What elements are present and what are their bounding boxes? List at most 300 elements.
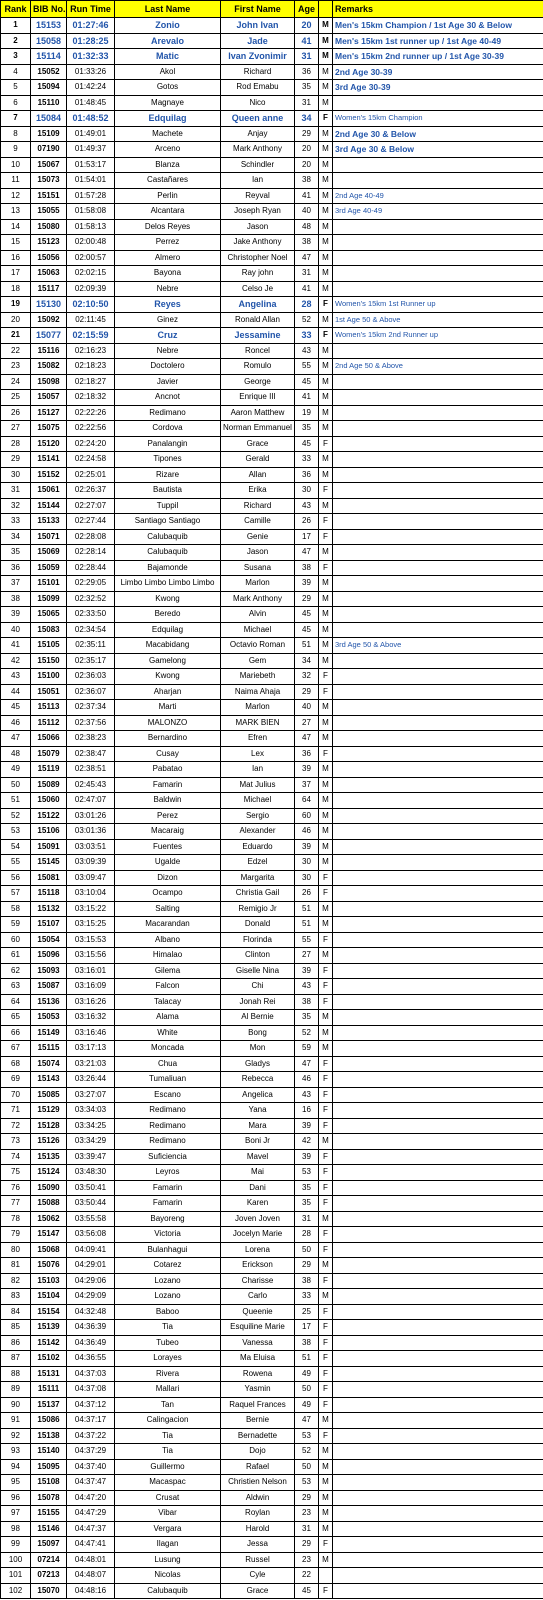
age-cell: 52 <box>295 1025 319 1041</box>
age-cell: 33 <box>295 1289 319 1305</box>
run-time-cell: 03:26:44 <box>67 1072 115 1088</box>
run-time-cell: 02:36:03 <box>67 669 115 685</box>
run-time-cell: 02:22:26 <box>67 405 115 421</box>
table-row <box>1 467 543 483</box>
gender-cell: F <box>319 1165 333 1181</box>
first-name-cell: Marlon <box>221 576 295 592</box>
run-time-cell: 02:28:08 <box>67 529 115 545</box>
first-name-cell: Mat Julius <box>221 777 295 793</box>
rank-cell: 85 <box>1 1320 31 1336</box>
first-name-header: First Name <box>221 1 295 18</box>
first-name-cell: Dani <box>221 1180 295 1196</box>
run-time-cell: 03:27:07 <box>67 1087 115 1103</box>
remarks-cell <box>333 1490 543 1506</box>
bib-cell: 15137 <box>31 1397 67 1413</box>
age-cell: 60 <box>295 808 319 824</box>
bib-cell: 15073 <box>31 173 67 189</box>
run-time-cell: 04:48:16 <box>67 1583 115 1599</box>
rank-cell: 49 <box>1 762 31 778</box>
first-name-cell: Marlon <box>221 700 295 716</box>
remarks-cell: Women's 15km 2nd Runner up <box>333 328 543 344</box>
age-cell: 39 <box>295 839 319 855</box>
age-cell: 43 <box>295 1087 319 1103</box>
first-name-cell: Genie <box>221 529 295 545</box>
last-name-cell: Cotarez <box>115 1258 221 1274</box>
bib-cell: 15147 <box>31 1227 67 1243</box>
table-row <box>1 1289 543 1305</box>
run-time-cell: 02:28:44 <box>67 560 115 576</box>
first-name-cell: Grace <box>221 436 295 452</box>
rank-cell: 62 <box>1 963 31 979</box>
first-name-cell: George <box>221 374 295 390</box>
last-name-cell: Alcantara <box>115 204 221 220</box>
age-cell: 43 <box>295 979 319 995</box>
first-name-cell: Michael <box>221 793 295 809</box>
run-time-cell: 02:33:50 <box>67 607 115 623</box>
age-cell: 38 <box>295 560 319 576</box>
rank-cell: 4 <box>1 64 31 80</box>
first-name-cell: Jonah Rei <box>221 994 295 1010</box>
last-name-cell: Tubeo <box>115 1335 221 1351</box>
table-row <box>1 1552 543 1568</box>
first-name-cell: Mon <box>221 1041 295 1057</box>
last-name-cell: Edquilag <box>115 111 221 127</box>
rank-cell: 74 <box>1 1149 31 1165</box>
age-cell: 47 <box>295 545 319 561</box>
remarks-cell: Men's 15km 1st runner up / 1st Age 40-49 <box>333 33 543 49</box>
remarks-cell <box>333 808 543 824</box>
table-row <box>1 1366 543 1382</box>
remarks-cell: 3rd Age 30-39 <box>333 80 543 96</box>
gender-cell: M <box>319 1289 333 1305</box>
age-cell: 39 <box>295 576 319 592</box>
age-header: Age <box>295 1 319 18</box>
remarks-cell <box>333 343 543 359</box>
last-name-cell: Macaraig <box>115 824 221 840</box>
run-time-cell: 04:36:39 <box>67 1320 115 1336</box>
bib-cell: 15051 <box>31 684 67 700</box>
last-name-cell: Tipones <box>115 452 221 468</box>
remarks-cell <box>333 1258 543 1274</box>
remarks-cell <box>333 793 543 809</box>
gender-cell: F <box>319 1428 333 1444</box>
age-cell: 31 <box>295 49 319 65</box>
rank-cell: 20 <box>1 312 31 328</box>
gender-cell: F <box>319 1273 333 1289</box>
remarks-cell <box>333 436 543 452</box>
table-row <box>1 126 543 142</box>
last-name-cell: Limbo Limbo Limbo Limbo <box>115 576 221 592</box>
last-name-cell: Tuppil <box>115 498 221 514</box>
first-name-cell: Mara <box>221 1118 295 1134</box>
gender-cell: F <box>319 1351 333 1367</box>
run-time-cell: 02:11:45 <box>67 312 115 328</box>
first-name-cell: Edzel <box>221 855 295 871</box>
remarks-cell <box>333 1227 543 1243</box>
first-name-cell: Vanessa <box>221 1335 295 1351</box>
remarks-cell <box>333 1459 543 1475</box>
remarks-cell: Women's 15km 1st Runner up <box>333 297 543 313</box>
run-time-cell: 01:42:24 <box>67 80 115 96</box>
first-name-cell: Aldwin <box>221 1490 295 1506</box>
rank-cell: 37 <box>1 576 31 592</box>
remarks-cell <box>333 250 543 266</box>
table-row <box>1 1211 543 1227</box>
last-name-cell: Vibar <box>115 1506 221 1522</box>
first-name-cell: Charisse <box>221 1273 295 1289</box>
age-cell: 29 <box>295 1258 319 1274</box>
bib-cell: 15144 <box>31 498 67 514</box>
rank-cell: 52 <box>1 808 31 824</box>
last-name-cell: Lorayes <box>115 1351 221 1367</box>
table-row <box>1 1072 543 1088</box>
run-time-cell: 03:21:03 <box>67 1056 115 1072</box>
table-row <box>1 638 543 654</box>
rank-cell: 102 <box>1 1583 31 1599</box>
table-row <box>1 948 543 964</box>
age-cell: 39 <box>295 1118 319 1134</box>
last-name-cell: Baboo <box>115 1304 221 1320</box>
gender-cell: F <box>319 669 333 685</box>
rank-cell: 57 <box>1 886 31 902</box>
last-name-cell: Macarandan <box>115 917 221 933</box>
rank-cell: 1 <box>1 18 31 34</box>
run-time-cell: 03:01:26 <box>67 808 115 824</box>
remarks-cell <box>333 963 543 979</box>
remarks-cell <box>333 560 543 576</box>
remarks-cell <box>333 917 543 933</box>
age-cell: 46 <box>295 824 319 840</box>
age-cell: 29 <box>295 684 319 700</box>
rank-cell: 39 <box>1 607 31 623</box>
age-cell: 29 <box>295 1490 319 1506</box>
remarks-cell <box>333 1056 543 1072</box>
remarks-cell <box>333 235 543 251</box>
rank-cell: 48 <box>1 746 31 762</box>
last-name-cell: Bajamonde <box>115 560 221 576</box>
run-time-cell: 02:34:54 <box>67 622 115 638</box>
last-name-cell: Magnaye <box>115 95 221 111</box>
table-row <box>1 793 543 809</box>
remarks-cell <box>333 173 543 189</box>
last-name-cell: Redimano <box>115 1118 221 1134</box>
last-name-cell: Javier <box>115 374 221 390</box>
age-cell: 29 <box>295 591 319 607</box>
first-name-cell: Richard <box>221 64 295 80</box>
table-row <box>1 963 543 979</box>
bib-cell: 15110 <box>31 95 67 111</box>
bib-cell: 15080 <box>31 219 67 235</box>
rank-cell: 63 <box>1 979 31 995</box>
table-row <box>1 839 543 855</box>
age-cell: 29 <box>295 126 319 142</box>
rank-cell: 36 <box>1 560 31 576</box>
rank-cell: 73 <box>1 1134 31 1150</box>
last-name-cell: Kwong <box>115 591 221 607</box>
last-name-cell: Arevalo <box>115 33 221 49</box>
remarks-cell <box>333 405 543 421</box>
remarks-cell <box>333 281 543 297</box>
gender-cell: M <box>319 1459 333 1475</box>
rank-cell: 27 <box>1 421 31 437</box>
first-name-cell: Queenie <box>221 1304 295 1320</box>
first-name-cell: Gem <box>221 653 295 669</box>
gender-cell: M <box>319 777 333 793</box>
table-row <box>1 808 543 824</box>
first-name-cell: Mavel <box>221 1149 295 1165</box>
age-cell: 33 <box>295 328 319 344</box>
gender-cell: M <box>319 188 333 204</box>
run-time-cell: 02:26:37 <box>67 483 115 499</box>
gender-cell: M <box>319 901 333 917</box>
remarks-cell: Men's 15km Champion / 1st Age 30 & Below <box>333 18 543 34</box>
last-name-cell: Mallari <box>115 1382 221 1398</box>
rank-cell: 87 <box>1 1351 31 1367</box>
remarks-cell <box>333 870 543 886</box>
remarks-cell <box>333 1382 543 1398</box>
gender-cell: M <box>319 126 333 142</box>
run-time-cell: 02:27:07 <box>67 498 115 514</box>
first-name-cell: Jade <box>221 33 295 49</box>
rank-cell: 93 <box>1 1444 31 1460</box>
run-time-cell: 01:32:33 <box>67 49 115 65</box>
run-time-cell: 04:29:01 <box>67 1258 115 1274</box>
bib-cell: 15140 <box>31 1444 67 1460</box>
table-row <box>1 297 543 313</box>
gender-cell: F <box>319 111 333 127</box>
bib-cell: 15090 <box>31 1180 67 1196</box>
table-row <box>1 405 543 421</box>
first-name-cell: Susana <box>221 560 295 576</box>
rank-cell: 31 <box>1 483 31 499</box>
first-name-cell: Dojo <box>221 1444 295 1460</box>
first-name-cell: Ian <box>221 173 295 189</box>
gender-cell: F <box>319 886 333 902</box>
last-name-cell: Akol <box>115 64 221 80</box>
run-time-cell: 03:56:08 <box>67 1227 115 1243</box>
remarks-cell <box>333 979 543 995</box>
first-name-cell: Mai <box>221 1165 295 1181</box>
last-name-cell: Castañares <box>115 173 221 189</box>
first-name-cell: Remigio Jr <box>221 901 295 917</box>
last-name-cell: Tia <box>115 1428 221 1444</box>
last-name-cell: Bulanhagui <box>115 1242 221 1258</box>
last-name-cell: Beredo <box>115 607 221 623</box>
first-name-cell: Bernadette <box>221 1428 295 1444</box>
table-row <box>1 421 543 437</box>
table-row <box>1 18 543 34</box>
last-name-cell: Bayoreng <box>115 1211 221 1227</box>
bib-cell: 15153 <box>31 18 67 34</box>
first-name-cell: Harold <box>221 1521 295 1537</box>
bib-cell: 15150 <box>31 653 67 669</box>
rank-cell: 9 <box>1 142 31 158</box>
table-row <box>1 204 543 220</box>
first-name-cell: Richard <box>221 498 295 514</box>
age-cell: 35 <box>295 80 319 96</box>
remarks-cell <box>333 1149 543 1165</box>
gender-cell: M <box>319 1413 333 1429</box>
first-name-cell: John Ivan <box>221 18 295 34</box>
rank-cell: 2 <box>1 33 31 49</box>
first-name-cell: Alexander <box>221 824 295 840</box>
first-name-cell: Octavio Roman <box>221 638 295 654</box>
table-row <box>1 235 543 251</box>
rank-cell: 56 <box>1 870 31 886</box>
remarks-cell <box>333 700 543 716</box>
first-name-cell: Eduardo <box>221 839 295 855</box>
remarks-cell <box>333 467 543 483</box>
gender-cell: F <box>319 436 333 452</box>
bib-cell: 15079 <box>31 746 67 762</box>
first-name-cell: Karen <box>221 1196 295 1212</box>
age-cell: 17 <box>295 1320 319 1336</box>
first-name-cell: Jessa <box>221 1537 295 1553</box>
rank-cell: 35 <box>1 545 31 561</box>
last-name-cell: Rivera <box>115 1366 221 1382</box>
run-time-cell: 03:16:46 <box>67 1025 115 1041</box>
last-name-cell: Leyros <box>115 1165 221 1181</box>
gender-cell: M <box>319 762 333 778</box>
age-cell: 30 <box>295 483 319 499</box>
run-time-cell: 02:32:52 <box>67 591 115 607</box>
bib-cell: 15061 <box>31 483 67 499</box>
bib-cell: 15052 <box>31 64 67 80</box>
age-cell: 52 <box>295 312 319 328</box>
remarks-cell: 2nd Age 40-49 <box>333 188 543 204</box>
bib-cell: 15132 <box>31 901 67 917</box>
age-cell: 28 <box>295 297 319 313</box>
first-name-cell: Erika <box>221 483 295 499</box>
gender-cell: M <box>319 235 333 251</box>
run-time-cell: 01:49:37 <box>67 142 115 158</box>
age-cell: 38 <box>295 1273 319 1289</box>
first-name-cell: Joseph Ryan <box>221 204 295 220</box>
table-row <box>1 1506 543 1522</box>
bib-cell: 15088 <box>31 1196 67 1212</box>
remarks-cell <box>333 514 543 530</box>
remarks-cell <box>333 95 543 111</box>
table-row <box>1 1056 543 1072</box>
table-row <box>1 1165 543 1181</box>
last-name-cell: Tan <box>115 1397 221 1413</box>
bib-cell: 07190 <box>31 142 67 158</box>
bib-cell: 15113 <box>31 700 67 716</box>
last-name-cell: Rizare <box>115 467 221 483</box>
table-row <box>1 1196 543 1212</box>
last-name-cell: Redimano <box>115 1134 221 1150</box>
first-name-cell: Allan <box>221 467 295 483</box>
last-name-cell: Cusay <box>115 746 221 762</box>
age-cell: 40 <box>295 700 319 716</box>
table-row <box>1 1041 543 1057</box>
age-cell: 48 <box>295 219 319 235</box>
last-name-cell: Gilema <box>115 963 221 979</box>
table-row <box>1 390 543 406</box>
remarks-cell <box>333 1010 543 1026</box>
bib-cell: 15078 <box>31 1490 67 1506</box>
gender-cell: M <box>319 452 333 468</box>
last-name-cell: Talacay <box>115 994 221 1010</box>
bib-cell: 15138 <box>31 1428 67 1444</box>
bib-cell: 15096 <box>31 948 67 964</box>
bib-cell: 15154 <box>31 1304 67 1320</box>
run-time-cell: 03:03:51 <box>67 839 115 855</box>
table-row <box>1 1397 543 1413</box>
first-name-cell: Esquiline Marie <box>221 1320 295 1336</box>
run-time-cell: 02:47:07 <box>67 793 115 809</box>
run-time-cell: 02:37:34 <box>67 700 115 716</box>
run-time-cell: 04:37:17 <box>67 1413 115 1429</box>
table-row <box>1 250 543 266</box>
run-time-cell: 04:37:29 <box>67 1444 115 1460</box>
bib-cell: 15108 <box>31 1475 67 1491</box>
gender-cell: M <box>319 1475 333 1491</box>
bib-cell: 15092 <box>31 312 67 328</box>
gender-cell: F <box>319 1056 333 1072</box>
rank-cell: 69 <box>1 1072 31 1088</box>
run-time-cell: 02:38:47 <box>67 746 115 762</box>
bib-cell: 15095 <box>31 1459 67 1475</box>
bib-cell: 15098 <box>31 374 67 390</box>
table-row <box>1 1258 543 1274</box>
first-name-cell: Jason <box>221 219 295 235</box>
age-cell: 37 <box>295 777 319 793</box>
run-time-cell: 04:47:41 <box>67 1537 115 1553</box>
age-cell: 51 <box>295 901 319 917</box>
age-cell: 55 <box>295 932 319 948</box>
table-row <box>1 824 543 840</box>
rank-cell: 25 <box>1 390 31 406</box>
rank-cell: 46 <box>1 715 31 731</box>
last-name-cell: MALONZO <box>115 715 221 731</box>
first-name-cell: Lorena <box>221 1242 295 1258</box>
table-row <box>1 1242 543 1258</box>
gender-cell: M <box>319 1506 333 1522</box>
bib-cell: 15151 <box>31 188 67 204</box>
bib-cell: 15077 <box>31 328 67 344</box>
rank-cell: 79 <box>1 1227 31 1243</box>
remarks-cell: 1st Age 50 & Above <box>333 312 543 328</box>
age-cell: 47 <box>295 250 319 266</box>
rank-cell: 81 <box>1 1258 31 1274</box>
first-name-cell: Bong <box>221 1025 295 1041</box>
remarks-cell <box>333 1521 543 1537</box>
run-time-cell: 02:25:01 <box>67 467 115 483</box>
age-cell: 33 <box>295 452 319 468</box>
last-name-cell: Albano <box>115 932 221 948</box>
run-time-cell: 02:00:48 <box>67 235 115 251</box>
bib-cell: 15065 <box>31 607 67 623</box>
bib-cell: 15060 <box>31 793 67 809</box>
remarks-cell <box>333 1506 543 1522</box>
last-name-cell: Kwong <box>115 669 221 685</box>
run-time-cell: 01:27:46 <box>67 18 115 34</box>
rank-cell: 33 <box>1 514 31 530</box>
run-time-cell: 04:32:48 <box>67 1304 115 1320</box>
first-name-cell: Al Bernie <box>221 1010 295 1026</box>
remarks-cell: Men's 15km 2nd runner up / 1st Age 30-39 <box>333 49 543 65</box>
first-name-cell: Donald <box>221 917 295 933</box>
bib-cell: 15120 <box>31 436 67 452</box>
first-name-cell: Boni Jr <box>221 1134 295 1150</box>
age-cell: 41 <box>295 188 319 204</box>
rank-cell: 6 <box>1 95 31 111</box>
remarks-cell <box>333 545 543 561</box>
table-row <box>1 669 543 685</box>
rank-cell: 40 <box>1 622 31 638</box>
bib-cell: 15101 <box>31 576 67 592</box>
